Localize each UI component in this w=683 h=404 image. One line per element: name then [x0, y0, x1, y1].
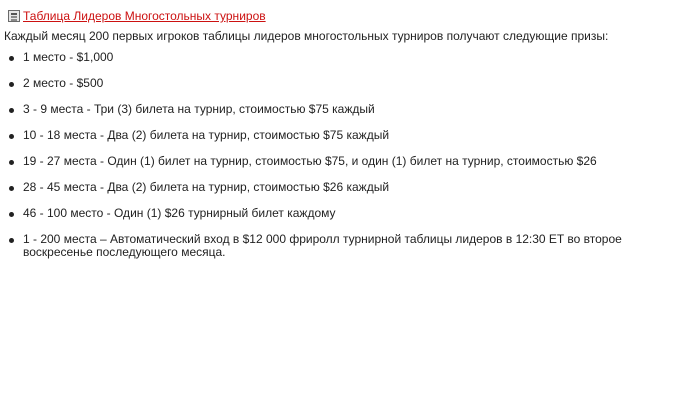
prize-item-7: 46 - 100 место - Один (1) $26 турнирный билет каждому [4, 207, 673, 220]
prize-item-1: 1 место - $1,000 [4, 51, 673, 64]
prize-item-3: 3 - 9 места - Три (3) билета на турнир, стоимостью $75 каждый [4, 103, 673, 116]
prize-item-4: 10 - 18 места - Два (2) билета на турнир, стоимостью $75 каждый [4, 129, 673, 142]
intro-text: Каждый месяц 200 первых игроков таблицы лидеров многостольных турниров получают следующие призы: [4, 29, 609, 43]
document-icon [8, 10, 20, 22]
prize-item-8: 1 - 200 места – Автоматический вход в $12 000 фриролл турнирной таблицы лидеров в 12:30 ET во второе воскресенье последующего месяца. [4, 233, 673, 259]
section-header [4, 8, 683, 24]
prize-item-2: 2 место - $500 [4, 77, 673, 90]
leaderboard-title-link[interactable]: Таблица Лидеров Многостольных турниров [23, 9, 266, 23]
prize-item-6: 28 - 45 места - Два (2) билета на турнир, стоимостью $26 каждый [4, 181, 673, 194]
prize-list [4, 51, 683, 259]
prize-item-5: 19 - 27 места - Один (1) билет на турнир, стоимостью $75, и один (1) билет на турнир, стоимостью $26 [4, 155, 673, 168]
